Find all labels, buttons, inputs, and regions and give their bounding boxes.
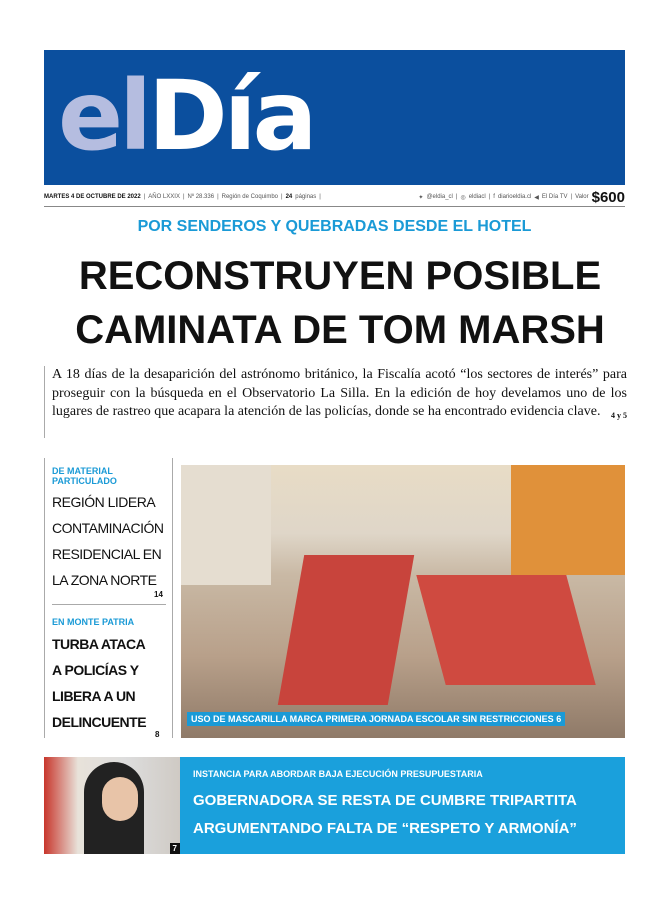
divider: [44, 458, 45, 738]
side-kicker: PARTICULADO: [52, 476, 117, 486]
price: $600: [591, 188, 625, 206]
logo-el: el: [58, 60, 149, 172]
lead-body-text: A 18 días de la desaparición del astrónomo británico, la Fiscalía acotó “los sectores de interés” para proseguir con la búsqueda en el Observatorio La Silla. En la edición de hoy develamos uno de los lugares de rastreo que acapara la atención de las policías, donde se ha encontrado evidencia clave.: [52, 367, 627, 419]
twitter-handle[interactable]: @eldia_cl: [426, 194, 453, 200]
pages-count: 24: [285, 194, 293, 200]
masthead: [44, 50, 625, 185]
page-ref: 6: [556, 714, 562, 724]
page-ref: 7: [170, 843, 180, 854]
date: MARTES 4 DE OCTUBRE DE 2022: [44, 194, 141, 200]
bottom-story[interactable]: [180, 757, 625, 854]
lead-kicker: POR SENDEROS Y QUEBRADAS DESDE EL HOTEL: [137, 218, 532, 235]
side-headline-line: DELINCUENTE: [52, 714, 147, 730]
shelves: [181, 465, 271, 585]
side-headline-line: A POLICÍAS Y: [52, 662, 139, 678]
issue-number: Nº 28.336: [187, 194, 215, 200]
bottom-headline-line1: GOBERNADORA SE RESTA DE CUMBRE TRIPARTITA: [193, 792, 577, 809]
instagram-handle[interactable]: eldiacl: [468, 194, 486, 200]
facebook-handle[interactable]: diarioeldia.cl: [497, 194, 532, 200]
divider: [44, 366, 45, 438]
speaker-icon: ◀: [534, 194, 539, 201]
classroom-photo[interactable]: [181, 465, 625, 738]
table: [416, 575, 595, 685]
page-ref: 4 y 5: [611, 411, 627, 420]
price-label: Valor: [575, 194, 589, 200]
photo-caption: [187, 712, 565, 726]
facebook-icon: f: [493, 194, 495, 200]
side-headline-line: LIBERA A UN: [52, 688, 136, 704]
lead-headline-line2[interactable]: CAMINATA DE TOM MARSH: [75, 308, 605, 352]
bottom-kicker: INSTANCIA PARA ABORDAR BAJA EJECUCIÓN PRESUPUESTARIA: [193, 769, 483, 779]
side-headline-line: RESIDENCIAL EN: [52, 546, 162, 562]
table: [278, 555, 414, 705]
logo-dia: Día: [148, 60, 314, 172]
side-headline-line: REGIÓN LIDERA: [52, 494, 156, 510]
divider: [44, 206, 625, 207]
info-bar: MARTES 4 DE OCTUBRE DE 2022 | AÑO LXXIX | Nº 28.336 | Región de Coquimbo | 24 páginas | ✦ @eldia_cl | ◎ eldiacl | f diarioeldia.cl ◀ El Día TV | Valor $600: [44, 188, 625, 206]
side-story-1[interactable]: [52, 466, 168, 593]
instagram-icon: ◎: [460, 194, 466, 201]
side-story-2[interactable]: [52, 617, 168, 735]
pages-label: páginas: [295, 194, 317, 200]
divider: [52, 604, 166, 605]
page-ref: 8: [155, 730, 160, 739]
logo[interactable]: [58, 60, 314, 172]
tv-link[interactable]: El Día TV: [541, 194, 568, 200]
divider: [172, 458, 173, 738]
lead-body: [52, 366, 627, 426]
page-ref: 14: [154, 590, 163, 599]
region: Región de Coquimbo: [221, 194, 278, 200]
year: AÑO LXXIX: [148, 194, 180, 200]
side-headline-line: LA ZONA NORTE: [52, 572, 157, 588]
governor-photo[interactable]: [44, 757, 180, 854]
side-headline-line: TURBA ATACA: [52, 636, 146, 652]
side-headline-line: CONTAMINACIÓN: [52, 520, 164, 536]
bottom-headline-line2: ARGUMENTANDO FALTA DE “RESPETO Y ARMONÍA”: [193, 820, 577, 837]
side-kicker: DE MATERIAL: [52, 466, 113, 476]
face: [102, 777, 138, 821]
lead-headline-line1[interactable]: RECONSTRUYEN POSIBLE: [78, 254, 602, 298]
wall: [511, 465, 625, 575]
side-kicker: EN MONTE PATRIA: [52, 617, 135, 627]
caption-text: USO DE MASCARILLA MARCA PRIMERA JORNADA ESCOLAR SIN RESTRICCIONES: [191, 714, 554, 724]
twitter-icon: ✦: [418, 194, 424, 201]
